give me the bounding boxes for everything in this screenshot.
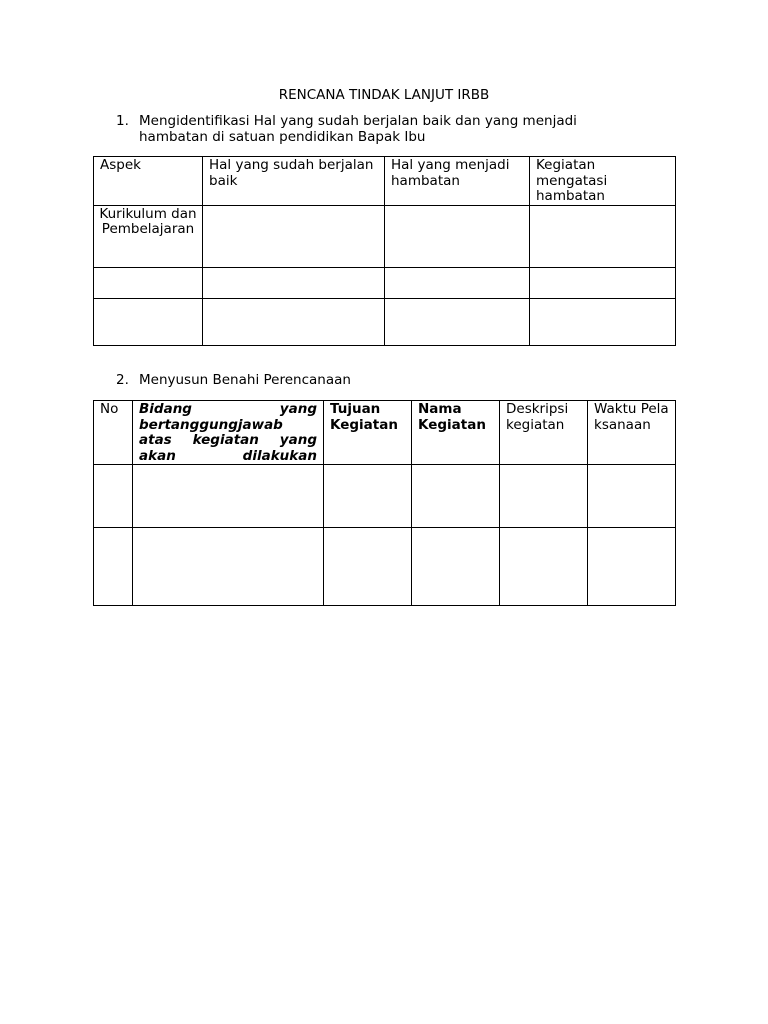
table-cell[interactable] [412,528,500,606]
table-cell[interactable]: Kurikulum dan Pembelajaran [94,205,203,267]
section-1-number: 1. [116,113,129,129]
section-1-text: Mengidentifikasi Hal yang sudah berjalan baik dan yang menjadi hambatan di satuan pendidikan Bapak Ibu [139,113,577,145]
table-cell[interactable] [385,205,530,267]
planning-table [93,400,676,606]
table-cell[interactable] [203,267,385,298]
table-cell[interactable] [133,465,324,528]
table-cell[interactable] [500,465,588,528]
table-cell[interactable] [530,298,676,345]
header-deskripsi: Deskripsi kegiatan [500,401,588,465]
table-cell[interactable] [530,267,676,298]
table-cell[interactable] [324,528,412,606]
section-2-text: Menyusun Benahi Perencanaan [139,372,351,388]
header-nama-kegiatan: Nama Kegiatan [412,401,500,465]
table-header-row [94,401,676,465]
header-no: No [94,401,133,465]
table-cell[interactable] [133,528,324,606]
table-row [94,298,676,345]
table-cell[interactable] [588,528,676,606]
table-cell[interactable] [203,298,385,345]
header-berjalan-baik: Hal yang sudah berjalan baik [203,157,385,206]
header-aspek: Aspek [94,157,203,206]
table-cell[interactable] [530,205,676,267]
table-cell[interactable] [385,298,530,345]
table-row [94,465,676,528]
table-cell[interactable] [412,465,500,528]
table-row [94,267,676,298]
header-kegiatan-mengatasi: Kegiatan mengatasi hambatan [530,157,676,206]
header-hambatan: Hal yang menjadi hambatan [385,157,530,206]
table-row [94,205,676,267]
identification-table [93,156,676,346]
document-title: RENCANA TINDAK LANJUT IRBB [278,87,490,103]
section-2-number: 2. [116,372,129,388]
header-waktu: Waktu Pelaksanaan [588,401,676,465]
table-cell[interactable] [324,465,412,528]
table-row [94,528,676,606]
table-header-row [94,157,676,206]
table-cell[interactable] [203,205,385,267]
header-bidang: Bidang yang bertanggungjawab atas kegiatan yang akan dilakukan [133,401,324,465]
table-cell[interactable] [588,465,676,528]
table-cell[interactable] [385,267,530,298]
table-cell[interactable] [500,528,588,606]
table-cell[interactable] [94,298,203,345]
table-cell[interactable] [94,465,133,528]
header-tujuan: Tujuan Kegiatan [324,401,412,465]
table-cell[interactable] [94,528,133,606]
table-cell[interactable] [94,267,203,298]
